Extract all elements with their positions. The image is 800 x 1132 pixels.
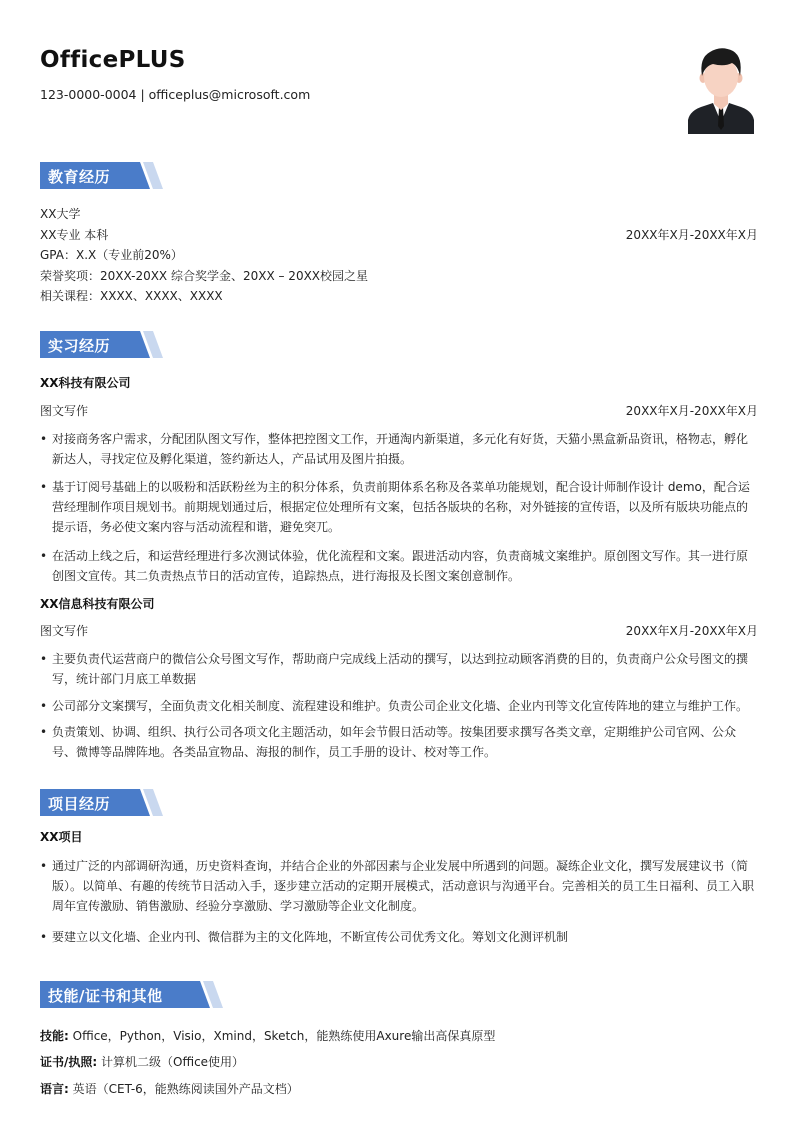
- language-label: 语言:: [40, 1082, 69, 1096]
- list-item: • 在活动上线之后，和运营经理进行多次测试体验，优化流程和文案。跟进活动内容，负责商城文案维护。原创图文写作。其一进行原创图文宣传。其二负责热点节日的活动宣传，追踪热点，进行海报及长图文案创意制作。: [40, 546, 758, 586]
- avatar: [686, 44, 756, 134]
- section-title-internship: [40, 331, 200, 358]
- edu-school: XX大学: [40, 207, 81, 221]
- role-title: 图文写作: [40, 404, 89, 418]
- list-item: • 基于订阅号基础上的以吸粉和活跃粉丝为主的积分体系，负责前期体系名称及各菜单功能规划，配合设计师制作设计 demo，配合运营经理制作项目规划书。前期规划通过后，根据定位处理所有文案，包括各版块的名称，对外链接的宣传语，以及所有版块功能点的提示语，务必使文案内容与活动流程和谐，避免突兀。: [40, 477, 758, 537]
- skills-row: [40, 1027, 495, 1044]
- role-date: 20XX年X月-20XX年X月: [625, 624, 758, 638]
- cert-value: 计算机二级（Office使用）: [101, 1055, 245, 1069]
- list-item: • 对接商务客户需求，分配团队图文写作，整体把控图文工作，开通淘内新渠道，多元化有好货，天猫小黑盒新品资讯，格物志，孵化新达人，寻找定位及孵化渠道，签约新达人，产品试用及图片拍摄。: [40, 429, 758, 469]
- skills-label: 技能:: [40, 1029, 69, 1043]
- company-name: XX信息科技有限公司: [40, 597, 155, 611]
- section-title-skills: [40, 981, 200, 1008]
- list-item: • 负责策划、协调、组织、执行公司各项文化主题活动，如年会节假日活动等。按集团要求撰写各类文章，定期维护公司官网、公众号、微博等品牌阵地。各类品宣物品、海报的制作，员工手册的设计、校对等工作。: [40, 722, 758, 762]
- section-title-text: 技能/证书和其他: [48, 987, 163, 1005]
- skills-value: Office，Python，Visio，Xmind，Sketch，能熟练使用Axure输出高保真原型: [72, 1029, 496, 1043]
- role-title: 图文写作: [40, 624, 89, 638]
- edu-major-row: [40, 227, 758, 243]
- edu-major: XX专业 本科: [40, 228, 109, 242]
- cert-label: 证书/执照:: [40, 1055, 98, 1069]
- edu-date: 20XX年X月-20XX年X月: [625, 228, 758, 242]
- section-title-text: 项目经历: [48, 795, 111, 813]
- language-value: 英语（CET-6，能熟练阅读国外产品文档）: [72, 1082, 299, 1096]
- candidate-name: OfficePLUS: [40, 47, 186, 73]
- role-date: 20XX年X月-20XX年X月: [625, 404, 758, 418]
- list-item: • 主要负责代运营商户的微信公众号图文写作，帮助商户完成线上活动的撰写，以达到拉动顾客消费的目的，负责商户公众号图文的撰写，统计部门月底工单数据: [40, 649, 758, 689]
- cert-row: [40, 1053, 244, 1070]
- section-title-project: [40, 789, 200, 816]
- role-row: [40, 623, 758, 639]
- list-item: • 要建立以文化墙、企业内刊、微信群为主的文化阵地，不断宣传公司优秀文化。筹划文化测评机制: [40, 927, 758, 947]
- edu-courses: 相关课程：XXXX、XXXX、XXXX: [40, 289, 223, 303]
- project-name: XX项目: [40, 830, 83, 844]
- role-row: [40, 403, 758, 419]
- edu-gpa: GPA：X.X（专业前20%）: [40, 248, 183, 262]
- language-row: [40, 1080, 299, 1097]
- section-title-education: [40, 162, 200, 189]
- company-name: XX科技有限公司: [40, 376, 131, 390]
- list-item: • 通过广泛的内部调研沟通，历史资料查询，并结合企业的外部因素与企业发展中所遇到的问题。凝练企业文化，撰写发展建议书（简版）。以简单、有趣的传统节日活动入手，逐步建立活动的定期开展模式，活动意识与沟通平台。完善相关的员工生日福利、员工入职周年宣传激励、销售激励、经验分享激励、学习激励等企业文化制度。: [40, 856, 758, 916]
- edu-honors: 荣誉奖项：20XX-20XX 综合奖学金、20XX – 20XX校园之星: [40, 269, 369, 283]
- section-title-text: 教育经历: [48, 168, 111, 186]
- list-item: • 公司部分文案撰写，全面负责文化相关制度、流程建设和维护。负责公司企业文化墙、企业内刊等文化宣传阵地的建立与维护工作。: [40, 696, 758, 716]
- section-title-text: 实习经历: [48, 337, 111, 355]
- contact-info: 123-0000-0004 | officeplus@microsoft.com: [40, 87, 311, 102]
